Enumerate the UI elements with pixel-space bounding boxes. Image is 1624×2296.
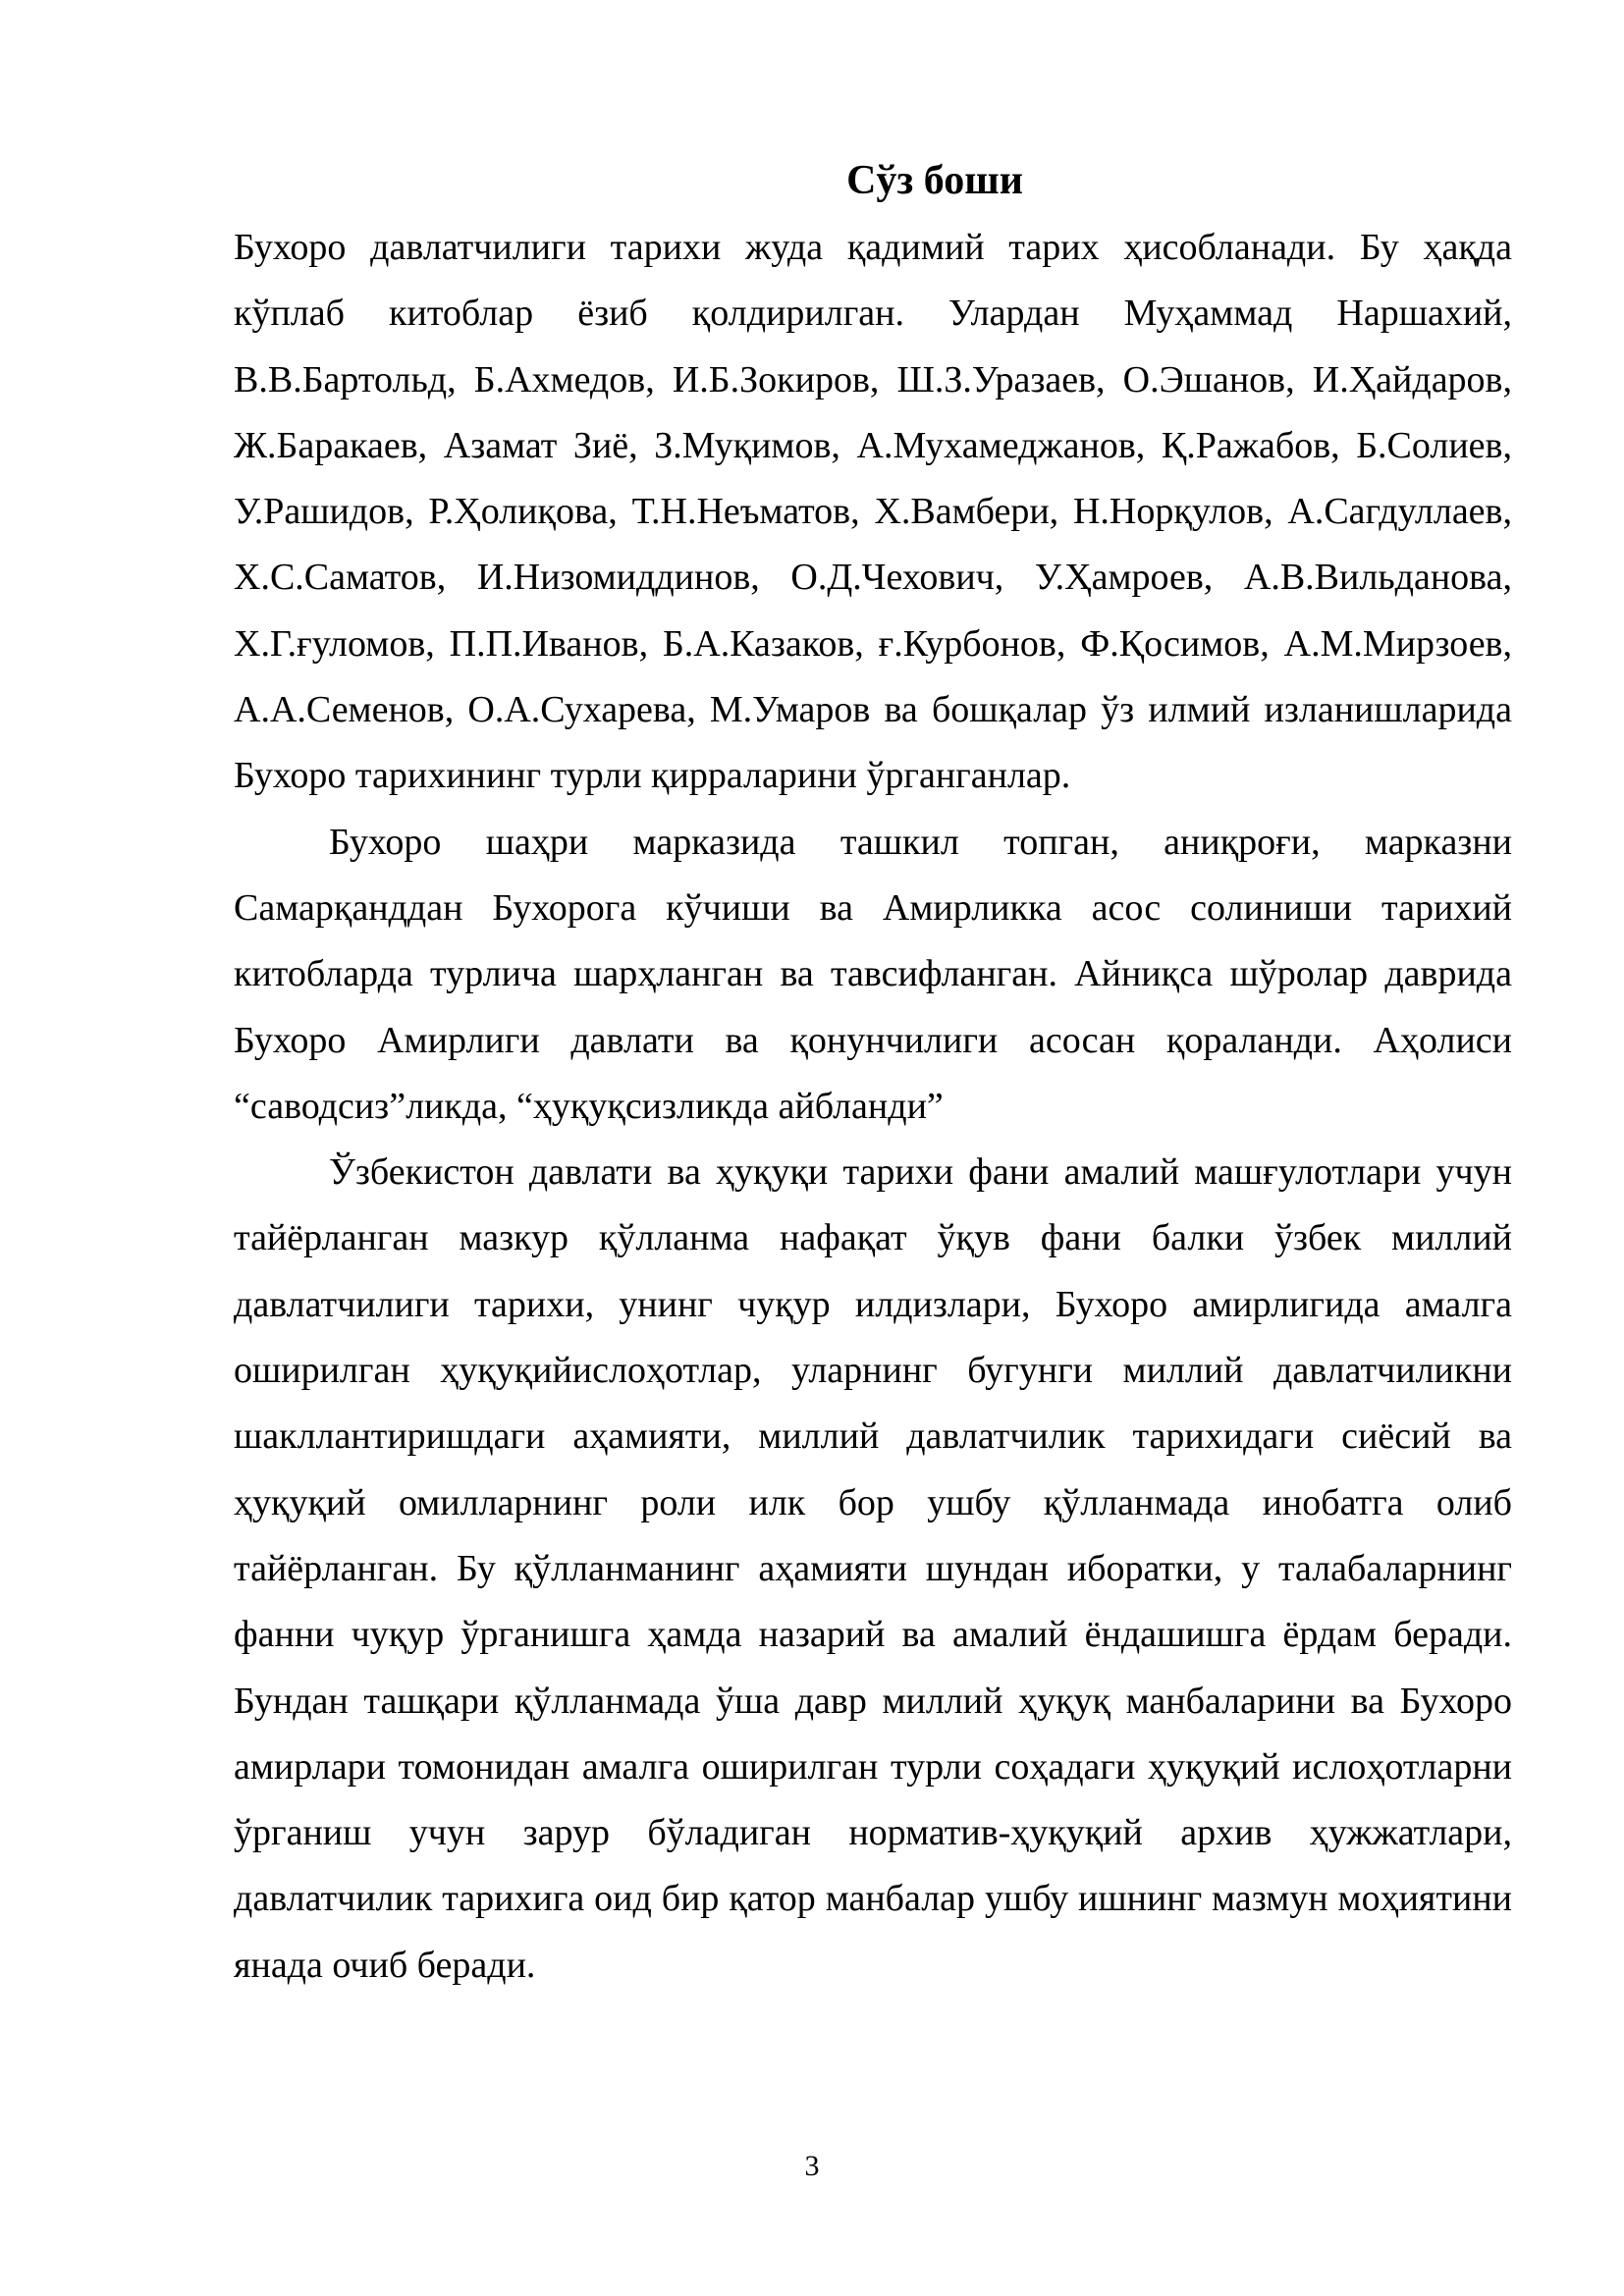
paragraph-intro: Бухоро давлатчилиги тарихи жуда қадимий тарих ҳисобланади. Бу ҳақда кўплаб китоблар ёзиб қолдирилган. Улардан Муҳаммад Наршахий, В.В.Бартольд, Б.Ахмедов, И.Б.Зокиров, Ш.З.Уразаев, О.Эшанов, И.Ҳайдаров, Ж.Баракаев, Азамат Зиё, З.Муқимов, А.Мухамеджанов, Қ.Ражабов, Б.Солиев, У.Рашидов, Р.Ҳолиқова, Т.Н.Неъматов, Х.Вамбери, Н.Норқулов, А.Сагдуллаев, Х.С.Саматов, И.Низомиддинов, О.Д.Чехович, У.Ҳамроев, А.В.Вильданова, Х.Г.ғуломов, П.П.Иванов, Б.А.Казаков, ғ.Курбонов, Ф.Қосимов, А.М.Мирзоев, А.А.Семенов, О.А.Сухарева, М.Умаров ва бошқалар ўз илмий изланишларида Бухоро тарихининг турли қирраларини ўрганганлар. xyxy=(234,227,1512,797)
page-content xyxy=(234,147,1512,1999)
paragraph-manual-purpose: Ўзбекистон давлати ва ҳуқуқи тарихи фани амалий машғулотлари учун тайёрланган мазкур қўлланма нафақат ўқув фани балки ўзбек миллий давлатчилиги тарихи, унинг чуқур илдизлари, Бухоро амирлигида амалга оширилган ҳуқуқийислоҳотлар, уларнинг бугунги миллий давлатчиликни шакллантиришдаги аҳамияти, миллий давлатчилик тарихидаги сиёсий ва ҳуқуқий омилларнинг роли илк бор ушбу қўлланмада инобатга олиб тайёрланган. Бу қўлланманинг аҳамияти шундан иборатки, у талабаларнинг фанни чуқур ўрганишга ҳамда назарий ва амалий ёндашишга ёрдам беради. Бундан ташқари қўлланмада ўша давр миллий ҳуқуқ манбаларини ва Бухоро амирлари томонидан амалга оширилган турли соҳадаги ҳуқуқий ислоҳотларни ўрганиш учун зарур бўладиган норматив-ҳуқуқий архив ҳужжатлари, давлатчилик тарихига оид бир қатор манбалар ушбу ишнинг мазмун моҳиятини янада очиб беради. xyxy=(234,1151,1512,1986)
page-number: 3 xyxy=(804,2150,820,2182)
page-title: Сўз боши xyxy=(846,158,1023,203)
paragraph-bukhara-city: Бухоро шаҳри марказида ташкил топган, аниқроғи, марказни Самарқанддан Бухорога кўчиши ва Амирликка асос солиниши тарихий китобларда турлича шарҳланган ва тавсифланган. Айниқса шўролар даврида Бухоро Амирлиги давлати ва қонунчилиги асосан қораланди. Аҳолиси “саводсиз”ликда, “ҳуқуқсизликда айбланди” xyxy=(234,821,1512,1127)
